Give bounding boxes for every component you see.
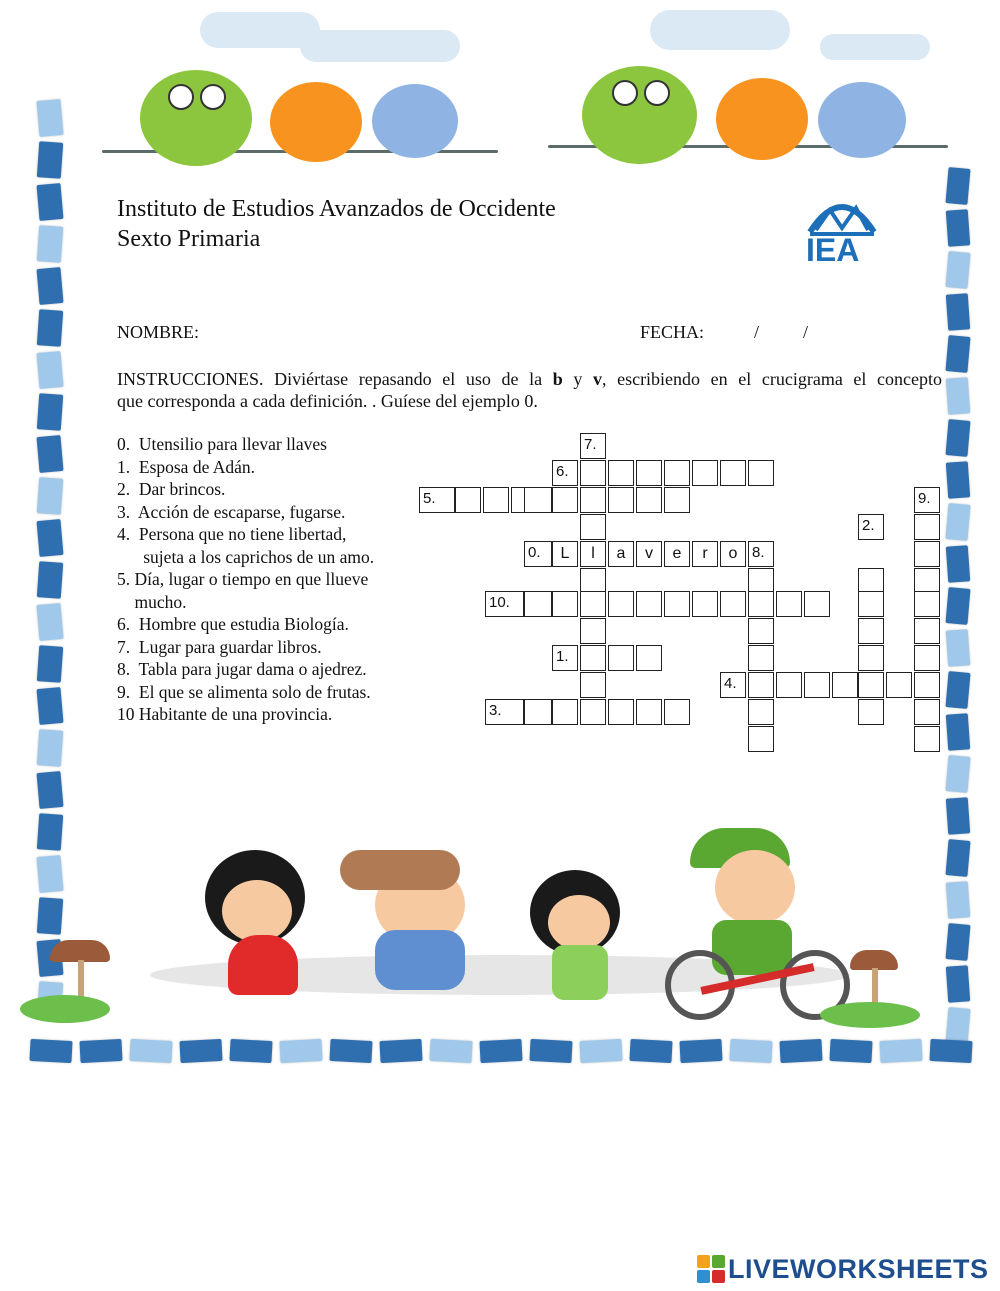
crossword-cell[interactable] [455,487,481,513]
crossword-cell[interactable] [636,487,662,513]
crossword-cell[interactable] [608,699,634,725]
letter-v: v [592,369,602,389]
border-tile [37,561,63,599]
crossword-cell[interactable] [524,487,552,513]
blue-bird [818,82,906,158]
date-label: FECHA: [640,322,705,342]
border-tile [37,729,63,767]
bird-eye [200,84,226,110]
clue-number: 2. [862,517,875,534]
orange-bird [270,82,362,162]
crossword-cell[interactable] [748,699,774,725]
crossword-cell[interactable] [608,460,634,486]
crossword-cell[interactable] [580,645,606,671]
border-tile [37,645,63,683]
crossword-cell[interactable] [664,487,690,513]
clue-item: 5. Día, lugar o tiempo en que llueve [117,569,369,589]
crossword-cell[interactable] [552,460,578,486]
green-bird [140,70,252,166]
crossword-cell[interactable] [664,699,690,725]
clue-number: 6. [556,463,569,480]
crossword-cell[interactable] [720,460,746,486]
border-tile [36,99,63,137]
example-letter: e [672,545,682,562]
crossword-cell[interactable] [748,591,774,617]
grass [820,1002,920,1028]
date-separator: / [803,322,809,342]
crossword-cell[interactable] [720,591,746,617]
crossword-cell[interactable] [636,591,662,617]
clue-item: mucho. [117,591,187,612]
border-tile [945,503,970,541]
letter-b: b [552,369,563,389]
border-tile [946,293,970,330]
crossword-cell [720,541,746,567]
crossword-cell[interactable] [858,514,884,540]
mushroom [50,940,110,962]
border-tile [945,167,970,205]
crossword-cell[interactable] [580,591,606,617]
border-tile [946,545,970,582]
kids-illustration [0,810,1000,1060]
clue-item: 2. Dar brincos. [117,479,226,499]
brand-name: LIVEWORKSHEETS [728,1254,989,1284]
clue-item: 6. Hombre que estudia Biología. [117,614,349,634]
crossword-cell[interactable] [580,672,606,698]
border-tile [37,393,63,431]
border-tile [945,251,970,289]
crossword-cell[interactable] [419,487,455,513]
girl-dress [552,945,608,1000]
clue-item: 7. Lugar para guardar libros. [117,636,322,657]
cloud [300,30,460,62]
crossword-cell[interactable] [832,672,858,698]
crossword-cell[interactable] [858,672,884,698]
crossword-cell[interactable] [804,672,830,698]
crossword-cell[interactable] [914,726,940,752]
clue-item: 4. Persona que no tiene libertad, [117,524,347,544]
border-tile [36,771,63,809]
crossword-cell[interactable] [858,699,884,725]
crossword-cell [552,541,578,567]
instructions-text: , escribiendo en el crucigrama el concepto [601,369,942,389]
border-tile [37,309,63,347]
clue-item: 9. El que se alimenta solo de frutas. [117,681,371,702]
girl-dress [228,935,298,995]
border-tile [37,477,63,515]
crossword-cell[interactable] [804,591,830,617]
crossword-cell [636,541,662,567]
crossword-cell[interactable] [580,618,606,644]
crossword-cell[interactable] [636,460,662,486]
example-letter: v [645,545,653,562]
crossword-cell[interactable] [580,514,606,540]
border-tile [946,209,970,246]
crossword-cell[interactable] [524,699,552,725]
crossword-cell[interactable] [914,672,940,698]
border-tile [945,671,970,709]
border-tile [945,335,970,373]
liveworksheets-logo-icon [697,1255,727,1285]
crossword-cell[interactable] [664,591,690,617]
school-logo [802,188,882,272]
instructions [117,368,942,412]
cloud [650,10,790,50]
crossword-cell [580,541,606,567]
crossword-cell[interactable] [748,726,774,752]
crossword-cell[interactable] [886,672,912,698]
crossword-cell [692,541,718,567]
border-tile [36,183,63,221]
bird-eye [644,80,670,106]
crossword-cell[interactable] [552,487,578,513]
crossword-cell [524,541,552,567]
clue-number: 5. [423,490,436,507]
border-tile [36,351,63,389]
border-tile [36,687,63,725]
crossword-cell[interactable] [608,487,634,513]
border-tile [946,377,970,414]
crossword-cell[interactable] [914,541,940,567]
clue-list [117,433,374,726]
bird-eye [168,84,194,110]
grass [20,995,110,1023]
crossword-cell[interactable] [524,591,552,617]
crossword-cell[interactable] [636,645,662,671]
crossword-cell[interactable] [485,591,524,617]
crossword-cell[interactable] [914,591,940,617]
border-tile [36,603,63,641]
crossword-cell[interactable] [692,460,718,486]
border-tile [946,629,970,666]
clue-item: 1. Esposa de Adán. [117,456,256,477]
crossword-cell[interactable] [580,699,606,725]
crossword-cell[interactable] [858,618,884,644]
name-label: NOMBRE: [117,322,200,342]
crossword-cell[interactable] [858,591,884,617]
clue-number: 4. [724,675,737,692]
crossword-cell[interactable] [748,541,774,567]
border-tile [945,419,970,457]
example-letter: r [702,545,708,562]
example-letter: o [728,545,738,562]
border-tile [36,267,63,305]
clue-item: 0. Utensilio para llevar llaves [117,434,327,454]
crossword-cell[interactable] [580,460,606,486]
crossword-cell[interactable] [748,645,774,671]
girl-face [222,880,292,942]
crossword-cell[interactable] [914,618,940,644]
instructions-line2: que corresponda a cada definición. . Guíese del ejemplo 0. [117,391,538,411]
clue-number: 9. [918,490,931,507]
clue-item: sujeta a los caprichos de un amo. [117,546,375,567]
school-name: Instituto de Estudios Avanzados de Occidente [117,196,556,222]
crossword-cell[interactable] [748,672,774,698]
crossword-cell [664,541,690,567]
crossword-cell[interactable] [858,645,884,671]
crossword-cell[interactable] [580,433,606,459]
clue-number: 0. [528,544,541,561]
girl-hair [340,850,460,890]
orange-bird [716,78,808,160]
crossword-cell[interactable] [692,591,718,617]
crossword-cell[interactable] [664,460,690,486]
example-letter: l [591,545,595,562]
crossword-cell[interactable] [552,699,578,725]
instructions-text: y [562,369,593,389]
date-separator: / [754,322,760,342]
border-tile [37,141,63,179]
border-tile [946,461,970,498]
grade-title: Sexto Primaria [117,226,261,252]
green-bird [582,66,697,164]
border-tile [37,225,63,263]
crossword-cell[interactable] [776,672,802,698]
border-tile [36,435,63,473]
crossword-cell[interactable] [914,487,940,513]
crossword-cell[interactable] [776,591,802,617]
crossword-cell[interactable] [552,645,578,671]
clue-item: 3. Acción de escaparse, fugarse. [117,501,346,522]
cloud [820,34,930,60]
bird-eye [612,80,638,106]
mushroom [850,950,898,970]
girl-face [548,895,610,950]
border-tile [945,587,970,625]
crossword-cell[interactable] [608,645,634,671]
crossword-cell[interactable] [914,699,940,725]
border-tile [36,519,63,557]
logo-text: IEA [806,232,860,268]
crossword-cell[interactable] [608,591,634,617]
clue-number: 7. [584,436,597,453]
clue-number: 10. [489,594,510,611]
border-tile [945,755,970,793]
border-tile [946,713,970,750]
example-letter: L [560,545,570,562]
crossword-cell[interactable] [485,699,524,725]
instructions-text: INSTRUCCIONES. Diviértase repasando el uso de la [117,369,553,389]
crossword-cell[interactable] [483,487,509,513]
clue-item: 8. Tabla para jugar dama o ajedrez. [117,659,367,679]
clue-item: 10 Habitante de una provincia. [117,704,333,724]
crossword-cell[interactable] [914,645,940,671]
crossword-cell[interactable] [914,514,940,540]
girl-overalls [375,930,465,990]
crossword-cell[interactable] [636,699,662,725]
blue-bird [372,84,458,158]
crossword-cell[interactable] [748,618,774,644]
crossword-cell[interactable] [748,460,774,486]
clue-number: 3. [489,702,502,719]
boy-face [715,850,795,925]
crossword-cell[interactable] [580,487,606,513]
example-letter: a [616,545,626,562]
clue-number: 1. [556,648,569,665]
clue-number: 8. [752,544,765,561]
crossword-cell [608,541,634,567]
crossword-cell[interactable] [720,672,746,698]
crossword-cell[interactable] [552,591,578,617]
